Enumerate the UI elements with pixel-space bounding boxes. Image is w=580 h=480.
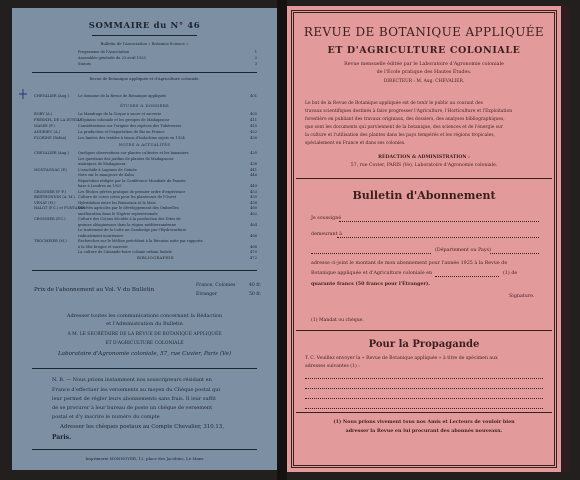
bibliography-heading: BIBLIOGRAPHIE xyxy=(137,255,174,260)
contents-entry xyxy=(34,217,257,222)
entry-title: graines oléagineuses dans la région méditerranéenne xyxy=(78,222,177,227)
entry-page: 460 xyxy=(250,206,257,210)
contents-title: SOMMAIRE du N° 46 xyxy=(88,21,201,31)
address-field-4[interactable] xyxy=(305,408,543,409)
journal-director: DIRECTEUR : M. Aug. CHEVALIER. xyxy=(383,79,465,84)
entry-author: ANDRIEU (A.) xyxy=(34,130,61,134)
entry-page: 446 xyxy=(250,173,257,177)
right-page-subscription xyxy=(287,6,561,472)
contents-entry xyxy=(34,223,257,228)
journal-purpose-line: Le but de la Revue de Botanique appliquée est de tenir le public au courant des xyxy=(305,101,483,106)
entry-page: 470 xyxy=(250,250,257,254)
nb-line-3: leur permet de régler leurs abonnements sans frais. Il leur suffit xyxy=(52,396,216,402)
contents-entry xyxy=(34,245,257,250)
entry-page: 441 xyxy=(250,167,257,172)
entry-title: amélioration dans le Nigérie septentrionale xyxy=(78,211,158,216)
contents-entry xyxy=(34,151,257,156)
form-price: quarante francs (50 francs pour l'Étranger). xyxy=(311,281,430,287)
price-foreign: Étranger xyxy=(196,292,217,297)
entry-page: 435 xyxy=(250,151,257,155)
entry-title: Les limites des textiles à tissus d'Indochine sujets en 1924 xyxy=(78,136,185,140)
entry-title: Les flèches gérées pratique de premier ordre d'expérience xyxy=(78,189,186,194)
entry-title: Répartition rédigée par la Conférence Mondiale de Pansier xyxy=(78,178,186,183)
address-field-3[interactable] xyxy=(305,398,543,399)
entry-title: La Mandrage de la Cirque à sucre et sucrerie xyxy=(78,112,162,116)
nb-line-7: Paris. xyxy=(52,434,72,441)
form-body-1: adresse ci-joint le montant de mon abonnement pour l'année 1925 à la Revue de xyxy=(311,261,508,266)
entry-title: base à Londres en 1925 xyxy=(78,184,122,188)
entry-author: MASSE (F.) xyxy=(34,124,55,128)
form-body-2: Botanique appliquée et d'Agriculture coloniale en xyxy=(311,271,433,276)
section-rule xyxy=(32,449,257,450)
contents-entry xyxy=(34,56,257,61)
entry-author: MONTAGNAC (P.) xyxy=(34,167,67,172)
entry-page: 438 xyxy=(250,162,257,166)
address-line-1: A M. LE SECRÉTAIRE DE LA REVUE DE BOTANIQUE APPLIQUÉE xyxy=(67,332,222,337)
entry-title: Quelques observations sur plantes cultivées et les bananiers xyxy=(78,151,189,155)
contents-entry xyxy=(34,184,257,189)
section-rule xyxy=(296,412,552,413)
propaganda-footer-1: (1) Nous prions vivement tous nos Amis et Lecteurs de vouloir bien xyxy=(333,419,515,425)
section-rule xyxy=(32,368,257,369)
book-gutter xyxy=(277,0,287,480)
contents-entry xyxy=(34,201,257,206)
contents-entry xyxy=(34,50,257,55)
entry-author: CROSNIER (F.C.) xyxy=(34,217,66,221)
entry-title: Variétés agricoles par le développement des Ombrelles xyxy=(78,206,179,210)
entry-title: Statuts xyxy=(78,62,92,66)
nb-line-1: N. B. — Nous prions instamment nos souscripteurs résidant en xyxy=(52,377,212,383)
nb-line-4: de se procurer à leur bureau de poste un chèque de versement xyxy=(52,405,213,411)
propaganda-text-2: adresses suivantes (1) : xyxy=(305,364,360,369)
nb-line-5: postal et d'y inscrire le numéro du compte xyxy=(52,414,160,420)
entry-page: 2 xyxy=(254,56,257,60)
entry-author: CROSNIER (F.-F.) xyxy=(34,189,67,194)
journal-purpose-line: la culture et l'utilisation des plantes dans les pays tempérés et les régions tropicales, xyxy=(305,133,495,138)
admin-heading: RÉDACTION & ADMINISTRATION : xyxy=(378,155,470,160)
contents-entry xyxy=(34,118,257,123)
entry-author: BERTHONNIN (A.-M.) xyxy=(34,195,75,199)
contents-entry xyxy=(34,162,257,167)
contents-entry xyxy=(34,195,257,200)
entry-author: ROBY (A.) xyxy=(34,112,53,116)
contents-entry xyxy=(34,190,257,195)
entry-author: FRESNEL DE LA DURTAS xyxy=(34,118,83,122)
notes-heading: NOTES & ACTUALITÉS xyxy=(118,142,171,147)
entry-title: à la Mie brogue et sucrerie xyxy=(78,244,128,249)
form-footnote: (1) Mandat ou chèque. xyxy=(311,318,364,323)
admin-address: 57, rue Cuvier, PARIS (Ve), Laboratoire d'Agronomie coloniale. xyxy=(350,163,498,168)
journal-purpose-line: travaux scientifiques destinés à faire progresser l'Agriculture, l'Horticulture et l'Exploitation xyxy=(305,109,513,114)
handwritten-mark-icon xyxy=(18,88,28,100)
price-foreign-value: 50 fr. xyxy=(249,292,262,297)
entry-page: 458 xyxy=(250,200,257,205)
nb-line-6: Adresser les chèques postaux au Compte Chevalier, 310.13, xyxy=(60,424,224,430)
entry-page: 453 xyxy=(250,189,257,194)
entry-page: 3 xyxy=(254,62,257,66)
association-heading: Bulletin de l'Association « Botanica-Science » xyxy=(100,41,189,46)
address-line-3: Laboratoire d'Agronomie coloniale, 57, rue Cuvier, Paris (Ve) xyxy=(57,351,232,357)
journal-purpose-line: que sont les documents qui parviennent de la botanique, des sciences et de l'énergie sur xyxy=(305,125,503,130)
contents-entry xyxy=(34,157,257,162)
subscription-form-title: Bulletin d'Abonnement xyxy=(352,189,496,202)
etudes-heading: ÉTUDES & DOSSIERS xyxy=(120,103,169,108)
entry-title: Culture de coton coton pour les planteuses de l'Ouest xyxy=(78,195,177,199)
country-field[interactable] xyxy=(490,253,539,254)
form-department-label: (Département ou Pays) xyxy=(435,248,491,253)
section-rule xyxy=(296,178,552,179)
entry-page: 422 xyxy=(250,130,257,134)
address-field-1[interactable] xyxy=(305,378,543,379)
left-page-contents xyxy=(12,8,277,470)
contents-entry xyxy=(34,168,257,173)
entry-title: Assemblée générale du 23 avril 1925 xyxy=(78,56,146,60)
journal-description-2: de l'École pratique des Hautes Études. xyxy=(376,70,472,75)
department-field[interactable] xyxy=(311,253,431,254)
bibliography-page: 472 xyxy=(249,255,257,260)
entry-page: 462 xyxy=(250,211,257,216)
entry-title: Culture des Cotons décidée à la production des Dites de xyxy=(78,217,181,221)
entry-title: Les questions des jardins de plantes de Madagascar xyxy=(78,156,174,161)
title-rule xyxy=(92,35,197,36)
journal-subtitle: ET D'AGRICULTURE COLONIALE xyxy=(327,45,521,56)
address-field-2[interactable] xyxy=(305,388,543,389)
contents-entry xyxy=(34,206,257,211)
entry-page: 468 xyxy=(250,244,257,249)
price-france: France, Colonies xyxy=(196,283,236,288)
entry-title: Programme de l'Association xyxy=(78,50,130,54)
contents-entry xyxy=(34,234,257,239)
entry-title: Note sur le mangrove de Kahn xyxy=(78,173,134,177)
entry-page: 405 xyxy=(250,112,257,116)
book-binding-edge xyxy=(561,6,569,472)
section-rule xyxy=(32,270,257,271)
price-label: Prix de l'abonnement au Vol. V du Bulletin xyxy=(34,287,155,293)
address-intro-2: et l'Administration du Bulletin xyxy=(106,321,183,327)
entry-page: 430 xyxy=(250,136,257,140)
form-body-3: (1) de xyxy=(503,271,518,276)
entry-title: Le domaine de la Revue de Botanique appliquée xyxy=(78,94,167,98)
editorial-entry xyxy=(34,94,257,99)
journal-title: REVUE DE BOTANIQUE APPLIQUÉE xyxy=(303,25,545,39)
residence-field[interactable] xyxy=(337,237,539,238)
section-rule xyxy=(296,330,552,331)
section-rule xyxy=(32,72,257,73)
journal-description-1: Revue mensuelle éditée par le Laboratoire d'Agronomie coloniale xyxy=(344,62,504,67)
contents-entry xyxy=(34,228,257,233)
signatory-field[interactable] xyxy=(339,221,539,222)
printer-imprint: Imprimerie MONNOYER, 12, place des Jacobins, Le Mans xyxy=(85,456,204,461)
contents-entry xyxy=(34,112,257,117)
form-residence-label: demeurant à xyxy=(311,232,342,237)
journal-purpose-line: forestière en publiant des travaux originaux, des dossiers, des analyses bibliographiques, xyxy=(305,117,505,122)
entry-page: 455 xyxy=(250,195,257,199)
entry-page: 401 xyxy=(250,94,257,98)
contents-entry xyxy=(34,239,257,244)
revue-heading: Revue de Botanique appliquée et d'Agriculture coloniale. xyxy=(89,76,200,81)
contents-entry xyxy=(34,62,257,67)
entry-page: 464 xyxy=(250,222,257,227)
propaganda-footer-2: adresser la Revue en lui procurant des abonnés nouveaux. xyxy=(345,428,503,434)
entry-author: CHEVALIER (Aug.). xyxy=(34,94,71,98)
address-intro: Adresser toutes les communications concernant la Rédaction xyxy=(66,313,223,319)
contents-entry xyxy=(34,173,257,178)
contents-entry xyxy=(34,124,257,129)
form-signature-label: Signature. xyxy=(509,294,535,299)
entry-page: 466 xyxy=(250,233,257,238)
contents-entry xyxy=(34,130,257,135)
entry-title: L'Opinion coloniale et les groupes de Madagascar xyxy=(78,118,170,122)
entry-author: FLORINE (Robin) xyxy=(34,136,67,140)
contents-entry xyxy=(34,179,257,184)
entry-page: 415 xyxy=(250,124,257,128)
form-signatory-label: Je soussigné xyxy=(311,216,342,221)
entry-title: Considérations sur l'origine des espèces des Tubéreuses xyxy=(78,124,182,128)
entry-title: La production et l'exportation de Riz en France xyxy=(78,130,165,134)
payment-method-field[interactable] xyxy=(435,276,499,277)
journal-purpose-line: spécialement en France et dans ses colonies. xyxy=(305,141,406,146)
entry-page: 411 xyxy=(250,118,257,122)
entry-page: 449 xyxy=(250,184,257,188)
entry-title: Le traitement de la Lutte au Cambodge par l'Hydrocarbure xyxy=(78,228,187,232)
entry-title: asiatiques de Madagascar xyxy=(78,162,126,166)
entry-page: 1 xyxy=(254,50,257,54)
propaganda-title: Pour la Propagande xyxy=(368,339,480,350)
price-france-value: 40 fr. xyxy=(249,283,262,288)
propaganda-text-1: T. C. Veuillez envoyer la « Revue de Botanique appliquée » à titre de spécimen aux xyxy=(305,356,498,361)
entry-author: TROCMEIER (M.) xyxy=(34,239,67,243)
contents-entry xyxy=(34,136,257,141)
entry-title: L'arachide à Lagunes de Guinée xyxy=(78,167,137,172)
address-line-2: ET D'AGRICULTURE COLONIALE xyxy=(105,341,184,346)
contents-entry xyxy=(34,212,257,217)
entry-title: Recherches sur le Mélèze précédent à la Réunion suite par rapports xyxy=(78,239,203,243)
entry-author: VENAT (H.) xyxy=(34,200,56,205)
entry-title: radicalement nourrissier xyxy=(78,233,124,238)
entry-author: HALOT (F.C.) et FONTAINE xyxy=(34,206,85,210)
entry-title: La culture de l'Amande-boire colonie urbain lindale xyxy=(78,250,172,254)
nb-line-2: France d'effectuer les versements au moyen du Chèque postal qui xyxy=(52,387,221,393)
entry-author: CHEVALIER (Aug.) xyxy=(34,151,69,155)
entry-title: Hybridation entre les Ruisseaux et le Maïs xyxy=(78,200,156,205)
